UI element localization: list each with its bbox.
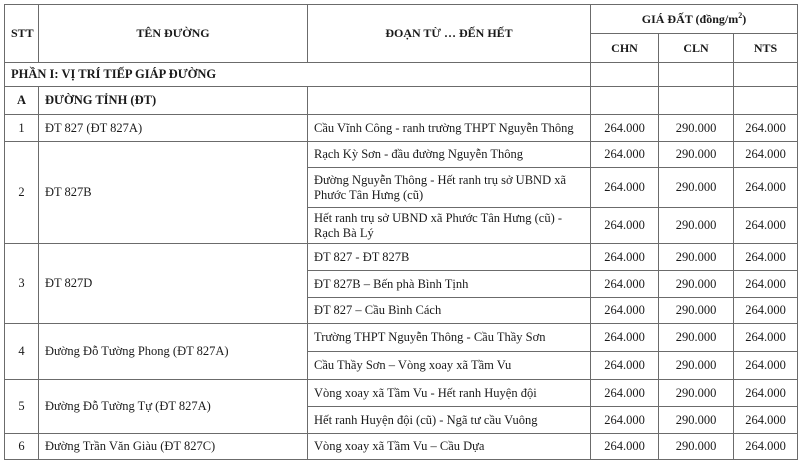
group-row [5, 87, 798, 115]
header-gia-dat [591, 5, 798, 34]
land-price-table [4, 4, 798, 460]
header-ten-duong: TÊN ĐƯỜNG [39, 5, 308, 63]
price-chn: 264.000 [591, 352, 659, 380]
price-nts: 264.000 [734, 208, 798, 244]
table-row [5, 115, 798, 142]
price-chn: 264.000 [591, 244, 659, 271]
empty-cell [734, 63, 798, 87]
group-name: ĐƯỜNG TỈNH (ĐT) [39, 87, 308, 115]
row-segment: Rạch Kỳ Sơn - đầu đường Nguyễn Thông [308, 142, 591, 168]
price-chn: 264.000 [591, 380, 659, 407]
price-nts: 264.000 [734, 244, 798, 271]
row-name: Đường Trần Văn Giàu (ĐT 827C) [39, 434, 308, 460]
price-chn: 264.000 [591, 407, 659, 434]
header-gia-dat-close: ) [742, 11, 747, 26]
header-stt: STT [5, 5, 39, 63]
price-nts: 264.000 [734, 115, 798, 142]
empty-cell [591, 63, 659, 87]
price-chn: 264.000 [591, 434, 659, 460]
table-row [5, 380, 798, 407]
row-segment: Đường Nguyễn Thông - Hết ranh trụ sở UBND xã Phước Tân Hưng (cũ) [308, 168, 591, 208]
row-name: ĐT 827D [39, 244, 308, 324]
row-segment: Cầu Vĩnh Công - ranh trường THPT Nguyễn Thông [308, 115, 591, 142]
empty-cell [734, 87, 798, 115]
table-row [5, 244, 798, 271]
row-segment: Trường THPT Nguyễn Thông - Cầu Thầy Sơn [308, 324, 591, 352]
row-name: Đường Đỗ Tường Phong (ĐT 827A) [39, 324, 308, 380]
row-stt: 5 [5, 380, 39, 434]
header-gia-dat-label: GIÁ ĐẤT (đồng/m [641, 11, 739, 26]
price-nts: 264.000 [734, 434, 798, 460]
price-chn: 264.000 [591, 298, 659, 324]
row-segment: Cầu Thầy Sơn – Vòng xoay xã Tầm Vu [308, 352, 591, 380]
price-cln: 290.000 [659, 407, 734, 434]
section-title: PHẦN I: VỊ TRÍ TIẾP GIÁP ĐƯỜNG [5, 63, 591, 87]
price-cln: 290.000 [659, 115, 734, 142]
price-cln: 290.000 [659, 244, 734, 271]
price-chn: 264.000 [591, 115, 659, 142]
price-cln: 290.000 [659, 142, 734, 168]
table-row [5, 434, 798, 460]
header-gia-dat-sup: 2 [738, 10, 743, 20]
price-cln: 290.000 [659, 352, 734, 380]
empty-cell [659, 63, 734, 87]
price-chn: 264.000 [591, 168, 659, 208]
price-nts: 264.000 [734, 380, 798, 407]
table-row [5, 142, 798, 168]
row-stt: 2 [5, 142, 39, 244]
price-cln: 290.000 [659, 271, 734, 298]
row-segment: ĐT 827 – Cầu Bình Cách [308, 298, 591, 324]
price-cln: 290.000 [659, 168, 734, 208]
header-chn: CHN [591, 34, 659, 63]
price-nts: 264.000 [734, 271, 798, 298]
price-chn: 264.000 [591, 142, 659, 168]
row-name: ĐT 827B [39, 142, 308, 244]
price-cln: 290.000 [659, 380, 734, 407]
header-nts: NTS [734, 34, 798, 63]
row-name: ĐT 827 (ĐT 827A) [39, 115, 308, 142]
empty-cell [659, 87, 734, 115]
row-segment: Vòng xoay xã Tầm Vu - Hết ranh Huyện đội [308, 380, 591, 407]
section-row [5, 63, 798, 87]
group-code: A [5, 87, 39, 115]
price-nts: 264.000 [734, 298, 798, 324]
table-row [5, 324, 798, 352]
price-nts: 264.000 [734, 142, 798, 168]
row-segment: Hết ranh trụ sở UBND xã Phước Tân Hưng (cũ) - Rạch Bà Lý [308, 208, 591, 244]
row-stt: 3 [5, 244, 39, 324]
empty-cell [591, 87, 659, 115]
price-cln: 290.000 [659, 208, 734, 244]
price-chn: 264.000 [591, 271, 659, 298]
price-nts: 264.000 [734, 407, 798, 434]
price-cln: 290.000 [659, 434, 734, 460]
price-chn: 264.000 [591, 208, 659, 244]
price-nts: 264.000 [734, 324, 798, 352]
row-segment: ĐT 827B – Bến phà Bình Tịnh [308, 271, 591, 298]
row-stt: 1 [5, 115, 39, 142]
empty-cell [308, 87, 591, 115]
header-doan: ĐOẠN TỪ … ĐẾN HẾT [308, 5, 591, 63]
row-segment: ĐT 827 - ĐT 827B [308, 244, 591, 271]
row-segment: Hết ranh Huyện đội (cũ) - Ngã tư cầu Vuông [308, 407, 591, 434]
row-stt: 6 [5, 434, 39, 460]
price-cln: 290.000 [659, 324, 734, 352]
row-name: Đường Đỗ Tường Tự (ĐT 827A) [39, 380, 308, 434]
price-chn: 264.000 [591, 324, 659, 352]
row-segment: Vòng xoay xã Tầm Vu – Cầu Dựa [308, 434, 591, 460]
price-nts: 264.000 [734, 352, 798, 380]
row-stt: 4 [5, 324, 39, 380]
price-nts: 264.000 [734, 168, 798, 208]
header-cln: CLN [659, 34, 734, 63]
price-cln: 290.000 [659, 298, 734, 324]
